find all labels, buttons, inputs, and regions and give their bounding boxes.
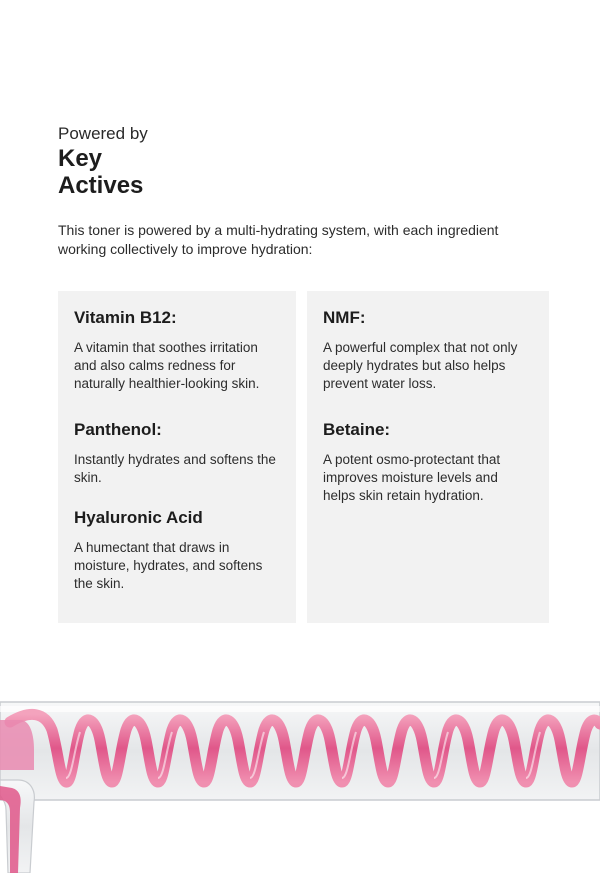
ingredient-description: A potent osmo-protectant that improves moisture levels and helps skin retain hydration.: [323, 452, 501, 503]
ingredient-hyaluronic-acid: [74, 507, 280, 593]
title-line-2: Actives: [58, 172, 144, 199]
ingredient-panthenol: [74, 419, 280, 487]
pink-drip: [0, 786, 21, 873]
ingredient-name: Hyaluronic Acid: [74, 508, 203, 527]
ingredient-description: Instantly hydrates and softens the skin.: [74, 452, 276, 485]
glass-coil-tube-illustration: [0, 690, 600, 873]
intro-paragraph: This toner is powered by a multi-hydrating system, with each ingredient working collectively to improve hydration:: [58, 222, 499, 257]
ingredient-betaine: [323, 419, 533, 505]
ingredient-description: A powerful complex that not only deeply hydrates but also helps prevent water loss.: [323, 340, 518, 391]
ingredient-description: A vitamin that soothes irritation and also calms redness for naturally healthier-looking skin.: [74, 340, 260, 391]
ingredient-name: Panthenol:: [74, 420, 162, 439]
eyebrow-text: Powered by: [58, 124, 148, 143]
ingredient-name: Betaine:: [323, 420, 391, 439]
ingredient-name: Vitamin B12:: [74, 308, 177, 327]
ingredients-card-left: [58, 291, 296, 623]
ingredients-card-right: [307, 291, 549, 623]
ingredient-name: NMF:: [323, 308, 366, 327]
ingredient-description: A humectant that draws in moisture, hydrates, and softens the skin.: [74, 540, 263, 591]
ingredient-nmf: [323, 307, 533, 393]
ingredient-vitamin-b12: [74, 307, 280, 393]
title-line-1: Key: [58, 145, 103, 172]
page-title: [58, 145, 143, 199]
